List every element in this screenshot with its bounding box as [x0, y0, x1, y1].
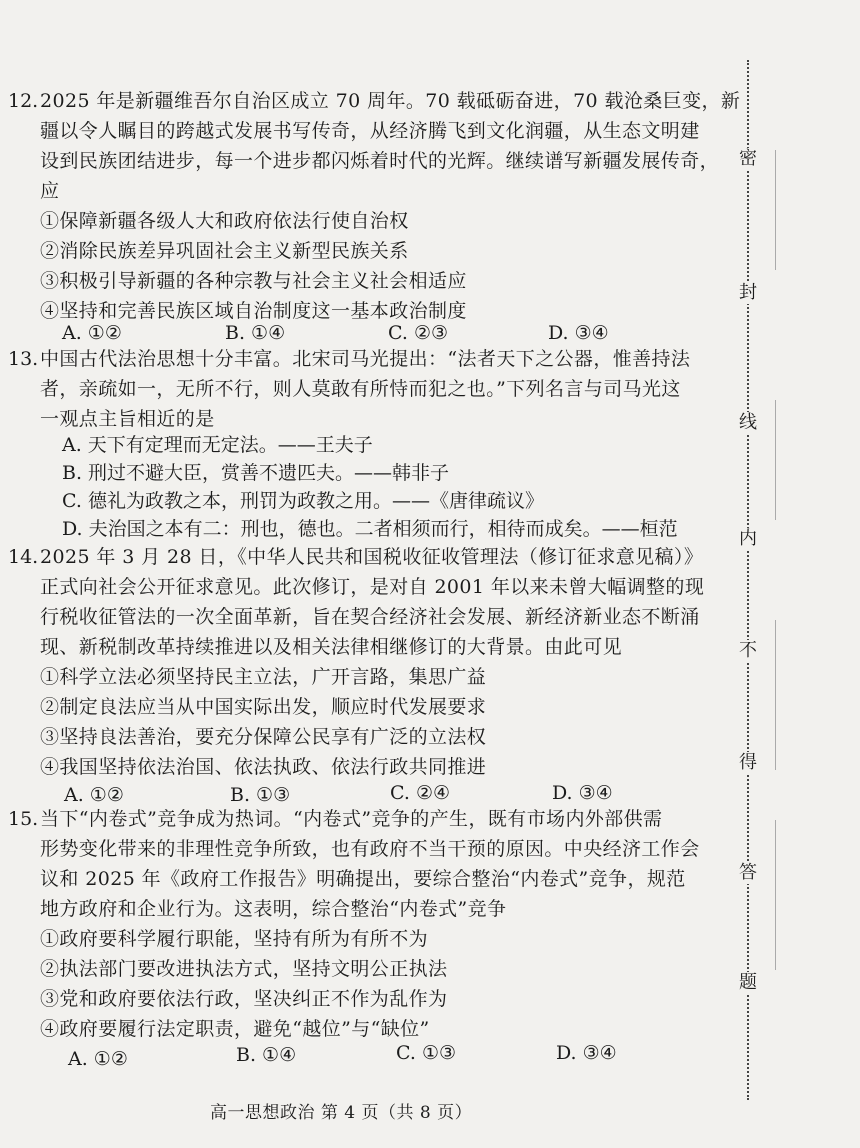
seal-char: 线	[739, 412, 757, 433]
question-stem-line: 设到民族团结进步，每一个进步都闪烁着时代的光辉。继续谱写新疆发展传奇，	[40, 150, 720, 172]
question-stem-line: 者，亲疏如一，无所不行，则人莫敢有所恃而犯之也。”下列名言与司马光这	[40, 378, 681, 400]
page-footer: 高一思想政治 第 4 页（共 8 页）	[210, 1103, 473, 1123]
statement: ②执法部门要改进执法方式，坚持文明公正执法	[40, 958, 448, 980]
statement: ②消除民族差异巩固社会主义新型民族关系	[40, 240, 409, 262]
seal-char: 答	[739, 862, 757, 883]
option-a: A. ①②	[62, 322, 122, 344]
seal-dotted-line	[747, 60, 749, 1100]
seal-binding-margin	[740, 0, 860, 1148]
seal-char: 封	[739, 282, 757, 303]
question-number: 15.	[8, 808, 39, 830]
statement: ①保障新疆各级人大和政府依法行使自治权	[40, 210, 409, 232]
seal-char: 内	[739, 528, 757, 549]
statement: ③党和政府要依法行政，坚决纠正不作为乱作为	[40, 988, 448, 1010]
question-stem-line: 正式向社会公开征求意见。此次修订，是对自 2001 年以来未曾大幅调整的现	[40, 576, 705, 598]
statement: ④坚持和完善民族区域自治制度这一基本政治制度	[40, 300, 467, 322]
question-stem-line: 当下“内卷式”竞争成为热词。“内卷式”竞争的产生，既有市场内外部供需	[40, 808, 663, 830]
statement: ③积极引导新疆的各种宗教与社会主义社会相适应	[40, 270, 467, 292]
binding-field-line	[775, 150, 776, 270]
option-a: A. ①②	[64, 784, 124, 806]
option-d: D. 夫治国之本有二：刑也，德也。二者相须而行，相待而成矣。——桓范	[62, 518, 678, 540]
statement: ①政府要科学履行职能，坚持有所为有所不为	[40, 928, 429, 950]
statement: ②制定良法应当从中国实际出发，顺应时代发展要求	[40, 696, 487, 718]
question-stem-line: 一观点主旨相近的是	[40, 408, 215, 430]
question-stem-line: 行税收征管法的一次全面革新，旨在契合经济社会发展、新经济新业态不断涌	[40, 606, 700, 628]
question-stem-line: 2025 年 3 月 28 日，《中华人民共和国税收征收管理法（修订征求意见稿）》	[40, 546, 704, 568]
statement: ③坚持良法善治，要充分保障公民享有广泛的立法权	[40, 726, 487, 748]
binding-field-line	[775, 820, 776, 970]
question-stem-line: 形势变化带来的非理性竞争所致，也有政府不当干预的原因。中央经济工作会	[40, 838, 700, 860]
option-b: B. ①④	[236, 1044, 297, 1066]
option-d: D. ③④	[548, 322, 609, 344]
option-c: C. ②③	[388, 322, 449, 344]
option-b: B. 刑过不避大臣，赏善不遗匹夫。——韩非子	[62, 462, 450, 484]
binding-field-line	[775, 400, 776, 520]
seal-char: 得	[739, 752, 757, 773]
question-stem-line: 中国古代法治思想十分丰富。北宋司马光提出：“法者天下之公器，惟善持法	[40, 348, 691, 370]
question-number: 14.	[8, 546, 39, 568]
question-stem-line: 地方政府和企业行为。这表明，综合整治“内卷式”竞争	[40, 898, 507, 920]
option-c: C. 德礼为政教之本，刑罚为政教之用。——《唐律疏议》	[62, 490, 544, 512]
option-b: B. ①④	[225, 322, 286, 344]
option-c: C. ②④	[390, 782, 451, 804]
question-stem-line: 应	[40, 180, 60, 202]
option-a: A. ①②	[68, 1048, 128, 1070]
seal-char: 密	[739, 148, 757, 169]
question-stem-line: 现、新税制改革持续推进以及相关法律相继修订的大背景。由此可见	[40, 636, 623, 658]
seal-char: 不	[739, 640, 757, 661]
option-c: C. ①③	[396, 1042, 457, 1064]
statement: ④我国坚持依法治国、依法执政、依法行政共同推进	[40, 756, 487, 778]
seal-char: 题	[739, 972, 757, 993]
option-a: A. 天下有定理而无定法。——王夫子	[62, 434, 373, 456]
option-d: D. ③④	[556, 1042, 617, 1064]
statement: ④政府要履行法定职责，避免“越位”与“缺位”	[40, 1018, 430, 1040]
question-stem-line: 议和 2025 年《政府工作报告》明确提出，要综合整治“内卷式”竞争，规范	[40, 868, 686, 890]
question-number: 13.	[8, 348, 39, 370]
option-d: D. ③④	[552, 782, 613, 804]
question-number: 12.	[8, 90, 39, 112]
statement: ①科学立法必须坚持民主立法，广开言路，集思广益	[40, 666, 487, 688]
question-stem-line: 2025 年是新疆维吾尔自治区成立 70 周年。70 载砥砺奋进，70 载沧桑巨变，新	[40, 90, 741, 112]
question-stem-line: 疆以令人瞩目的跨越式发展书写传奇，从经济腾飞到文化润疆，从生态文明建	[40, 120, 700, 142]
option-b: B. ①③	[230, 784, 291, 806]
binding-field-line	[775, 620, 776, 770]
